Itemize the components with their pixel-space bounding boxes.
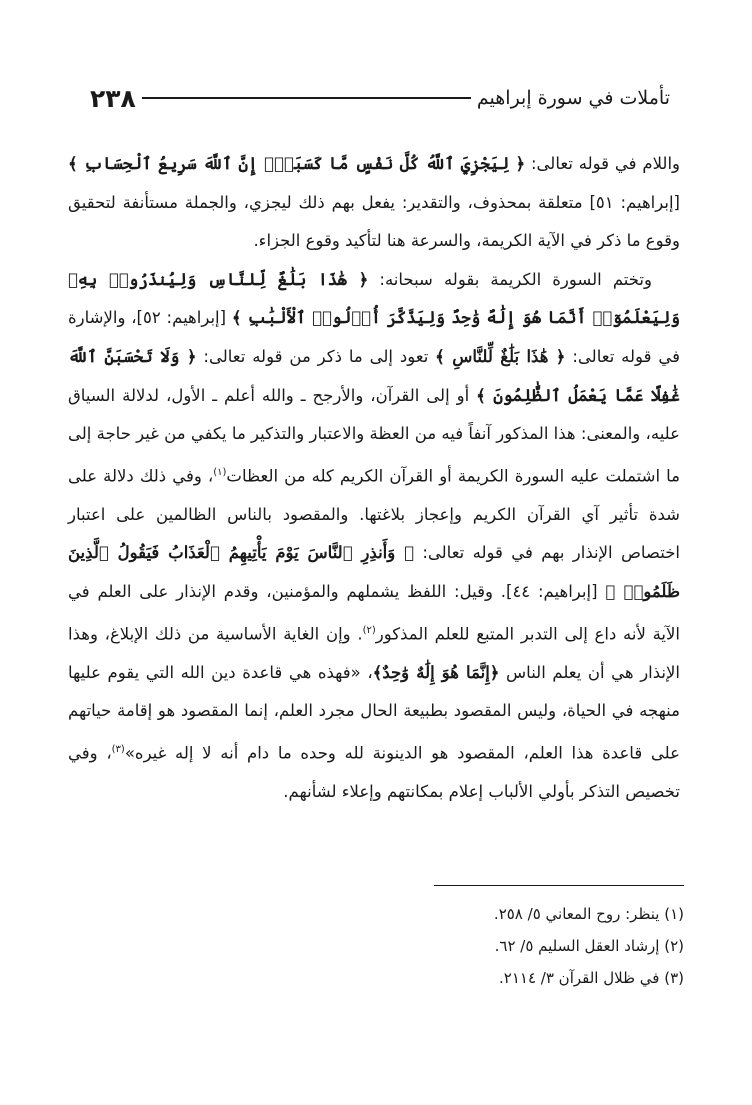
body-text bbox=[68, 145, 680, 812]
text-run: ، وفي تخصيص التذكر بأولي الألباب إعلام بمكانتهم وإعلاء لشأنهم. bbox=[68, 743, 680, 801]
text-run: وتختم السورة الكريمة بقوله سبحانه: bbox=[368, 269, 652, 289]
quran-verse: ﴿ وَلَا تَحْسَبَنَّ ٱللَّهَ غَٰفِلًا عَمَّا يَعْمَلُ ٱلظَّٰلِمُونَ ﴾ bbox=[68, 346, 680, 405]
quran-verse: ﴿ وَأَنذِرِ ٱلنَّاسَ يَوْمَ يَأْتِيهِمُ ٱلْعَذَابُ فَيَقُولُ ٱلَّذِينَ ظَلَمُوا۟ ﴾ bbox=[68, 543, 681, 602]
text-run: . وإن الغاية الأساسية من ذلك الإبلاغ، وهذا الإنذار هي أن يعلم الناس bbox=[68, 624, 681, 682]
footnote-2: (٢) إرشاد العقل السليم ٥/ ٦٢. bbox=[494, 937, 684, 955]
text-run: تعود إلى ما ذكر من قوله تعالى: bbox=[196, 346, 436, 366]
text-run: [إبراهيم: ٥٢]، والإشارة في قوله تعالى: bbox=[68, 308, 680, 366]
text-run: أو إلى القرآن، والأرجح ـ والله أعلم ـ الأول، لدلالة السياق عليه، والمعنى: هذا المذكور آنفاً فيه من العظة والاعتبار والتذكير ما يكفي من غير حاجة إلى ما اشتملت عليه السورة الكريمة أو القرآن الكريم كله من العظات bbox=[68, 385, 680, 486]
quran-verse: ﴿ لِيَجْزِيَ ٱللَّهُ كُلَّ نَفْسٍ مَّا كَسَبَتْۚ إِنَّ ٱللَّهَ سَرِيعُ ٱلْحِسَابِ ﴾ bbox=[68, 154, 526, 173]
paragraph bbox=[68, 261, 680, 812]
quran-verse: ﴿ هَٰذَا بَلَٰغٌ لِّلنَّاسِ وَلِيُنذَرُوا۟ بِهِۦ وَلِيَعْلَمُوٓا۟ أَنَّمَا هُوَ إِلَٰهٌ وَٰحِدٌ وَلِيَذَّكَّرَ أُو۟لُوا۟ ٱلْأَلْبَٰبِ ﴾ bbox=[68, 269, 681, 328]
footnote-marker: (٢) bbox=[362, 624, 376, 636]
page-number: ٢٣٨ bbox=[90, 83, 136, 113]
text-run: [إبراهيم: ٤٤]. وقيل: اللفظ يشملهم والمؤمنين، وقدم الإنذار على العلم في الآية لأنه داع إلى التدبر المتبع للعلم المذكور bbox=[68, 582, 681, 644]
page-header bbox=[80, 78, 680, 118]
quran-verse: ﴿ هَٰذَا بَلَٰغٌ لِّلنَّاسِ ﴾ bbox=[435, 346, 566, 366]
footnote-separator bbox=[434, 885, 684, 886]
footnote-3: (٣) في ظلال القرآن ٣/ ٢١١٤. bbox=[499, 969, 684, 987]
footnote-marker: (٣) bbox=[111, 743, 125, 755]
text-run: [إبراهيم: ٥١] متعلقة بمحذوف، والتقدير: يفعل بهم ذلك ليجزي، والجملة مستأنفة لتحقيق وقوع ما ذكر في الآية الكريمة، والسرعة هنا لتأكيد وقوع الجزاء. bbox=[68, 192, 680, 251]
footnote-1: (١) ينظر: روح المعاني ٥/ ٢٥٨. bbox=[493, 905, 684, 923]
header-rule bbox=[142, 97, 471, 99]
running-title: تأملات في سورة إبراهيم bbox=[476, 87, 670, 109]
quran-verse: ﴿إِنَّمَا هُوَ إِلَٰهٌ وَٰحِدٌ﴾ bbox=[372, 662, 500, 682]
paragraph bbox=[68, 145, 680, 261]
footnotes bbox=[284, 898, 684, 994]
text-run: واللام في قوله تعالى: bbox=[525, 154, 680, 173]
text-run: ، «فهذه هي قاعدة دين الله التي يقوم عليها منهجه في الحياة، وليس المقصود بطبيعة الحال مجرد العلم، إنما المقصود هو إقامة حياتهم على قاعدة هذا العلم، المقصود هو الدينونة لله وحده ما دام أنه لا إله غيره» bbox=[68, 662, 680, 763]
footnote-marker: (١) bbox=[213, 466, 227, 478]
text-run: ، وفي ذلك دلالة على شدة تأثير آي القرآن الكريم وإعجاز بلاغتها. والمقصود بالناس الظالمين على اعتبار اختصاص الإنذار بهم في قوله تعالى: bbox=[68, 466, 680, 563]
